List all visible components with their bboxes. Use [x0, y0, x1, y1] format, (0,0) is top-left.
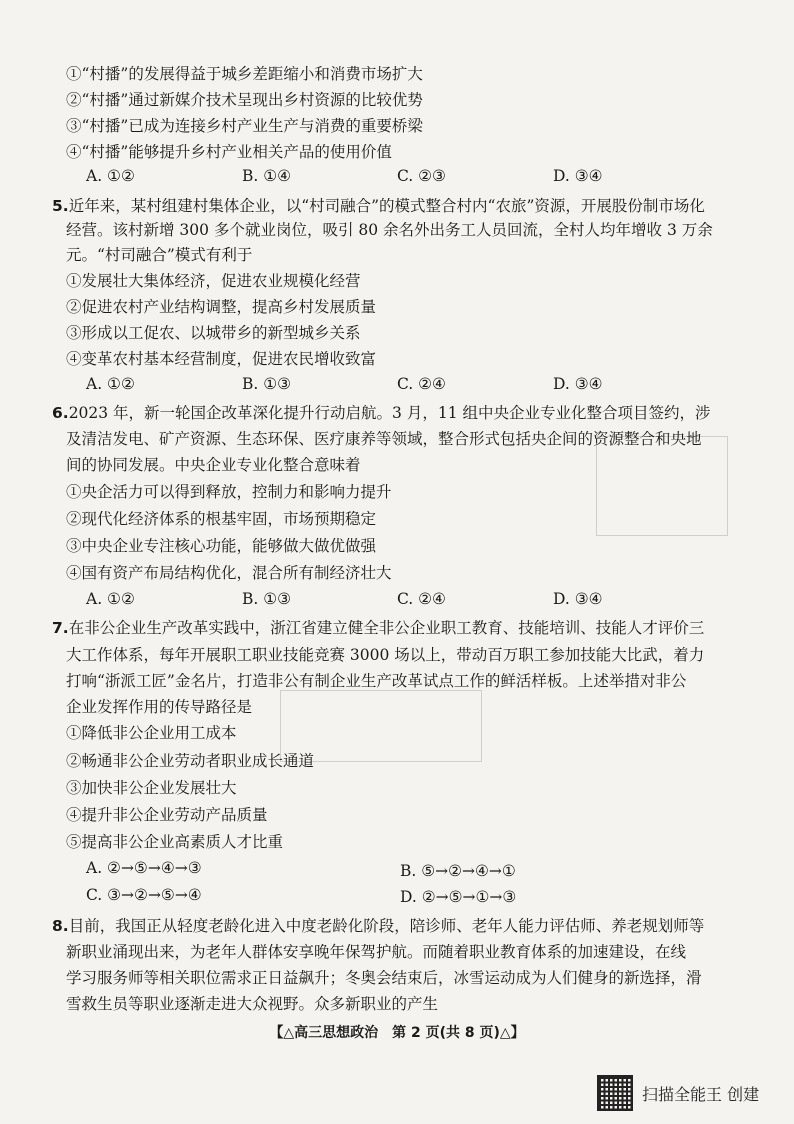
q7-stem-line-4: 企业发挥作用的传导路径是	[66, 698, 253, 716]
q6-stem-line-3: 间的协同发展。中央企业专业化整合意味着	[66, 456, 361, 474]
q6-item-3: ③中央企业专注核心功能，能够做大做优做强	[66, 537, 377, 555]
q5-option-d[interactable]: D. ③④	[553, 375, 603, 393]
q4-option-c[interactable]: C. ②③	[397, 167, 446, 185]
q7-stem-line-1: 7.在非公企业生产改革实践中，浙江省建立健全非公企业职工教育、技能培训、技能人才评价三	[52, 619, 705, 637]
q5-number: 5.	[52, 197, 69, 215]
q6-stem-line-1: 6.2023 年，新一轮国企改革深化提升行动启航。3 月，11 组中央企业专业化整合项目签约，涉	[52, 404, 711, 422]
q8-stem-line-3: 学习服务师等相关职位需求正日益飙升；冬奥会结束后，冰雪运动成为人们健身的新选择，滑	[66, 969, 702, 987]
q8-number: 8.	[52, 917, 69, 935]
q6-option-d[interactable]: D. ③④	[553, 590, 603, 608]
q5-item-1: ①发展壮大集体经济，促进农业规模化经营	[66, 272, 361, 290]
q4-item-4: ④“村播”能够提升乡村产业相关产品的使用价值	[66, 143, 392, 161]
q5-option-c[interactable]: C. ②④	[397, 375, 446, 393]
q7-option-b[interactable]: B. ⑤→②→④→①	[400, 862, 516, 880]
q4-option-d[interactable]: D. ③④	[553, 167, 603, 185]
q7-option-c[interactable]: C. ③→②→⑤→④	[86, 886, 202, 904]
q8-stem-line-4: 雪救生员等职业逐渐走进大众视野。众多新职业的产生	[66, 995, 439, 1013]
q7-option-a[interactable]: A. ②→⑤→④→③	[86, 859, 202, 877]
q7-item-4: ④提升非公企业劳动产品质量	[66, 806, 268, 824]
q4-option-a[interactable]: A. ①②	[86, 167, 135, 185]
q7-item-1: ①降低非公企业用工成本	[66, 724, 237, 742]
q6-item-2: ②现代化经济体系的根基牢固，市场预期稳定	[66, 510, 377, 528]
q4-item-2: ②“村播”通过新媒介技术呈现出乡村资源的比较优势	[66, 91, 423, 109]
q6-item-4: ④国有资产布局结构优化，混合所有制经济壮大	[66, 564, 392, 582]
scanner-watermark: 扫描全能王 创建	[642, 1085, 760, 1104]
q8-stem-line-1: 8.目前，我国正从轻度老龄化进入中度老龄化阶段，陪诊师、老年人能力评估师、养老规划师等	[52, 917, 705, 935]
q5-item-3: ③形成以工促农、以城带乡的新型城乡关系	[66, 324, 361, 342]
q6-option-a[interactable]: A. ①②	[86, 590, 135, 608]
q7-number: 7.	[52, 619, 69, 637]
q5-option-b[interactable]: B. ①③	[242, 375, 292, 393]
q6-item-1: ①央企活力可以得到释放，控制力和影响力提升	[66, 483, 392, 501]
q5-stem-line-1: 5.近年来，某村组建村集体企业，以“村司融合”的模式整合村内“农旅”资源，开展股份制市场化	[52, 197, 705, 215]
q5-stem-line-2: 经营。该村新增 300 多个就业岗位，吸引 80 余名外出务工人员回流，全村人均年增收 3 万余	[66, 221, 713, 239]
page-footer: 【△高三思想政治 第 2 页(共 8 页)△】	[269, 1025, 525, 1041]
q4-option-b[interactable]: B. ①④	[242, 167, 292, 185]
q4-item-1: ①“村播”的发展得益于城乡差距缩小和消费市场扩大	[66, 65, 423, 83]
q7-item-5: ⑤提高非公企业高素质人才比重	[66, 833, 284, 851]
qr-code-icon	[597, 1075, 633, 1111]
q7-stem-line-2: 大工作体系，每年开展职工职业技能竞赛 3000 场以上，带动百万职工参加技能大比武，着力	[66, 646, 705, 664]
q8-stem-line-2: 新职业涌现出来，为老年人群体安享晚年保驾护航。而随着职业教育体系的加速建设，在线	[66, 943, 687, 961]
q6-number: 6.	[52, 404, 69, 422]
q7-option-d[interactable]: D. ②→⑤→①→③	[400, 888, 517, 906]
q6-stem-line-2: 及清洁发电、矿产资源、生态环保、医疗康养等领域，整合形式包括央企间的资源整合和央地	[66, 430, 702, 448]
q5-option-a[interactable]: A. ①②	[86, 375, 135, 393]
q5-stem-line-3: 元。“村司融合”模式有利于	[66, 246, 253, 264]
q6-option-b[interactable]: B. ①③	[242, 590, 292, 608]
q4-item-3: ③“村播”已成为连接乡村产业生产与消费的重要桥梁	[66, 117, 423, 135]
q6-option-c[interactable]: C. ②④	[397, 590, 446, 608]
q7-item-3: ③加快非公企业发展壮大	[66, 779, 237, 797]
q7-stem-line-3: 打响“浙派工匠”金名片，打造非公有制企业生产改革试点工作的鲜活样板。上述举措对非公	[66, 672, 687, 690]
q5-item-4: ④变革农村基本经营制度，促进农民增收致富	[66, 350, 377, 368]
q7-item-2: ②畅通非公企业劳动者职业成长通道	[66, 752, 315, 770]
q5-item-2: ②促进农村产业结构调整，提高乡村发展质量	[66, 298, 377, 316]
